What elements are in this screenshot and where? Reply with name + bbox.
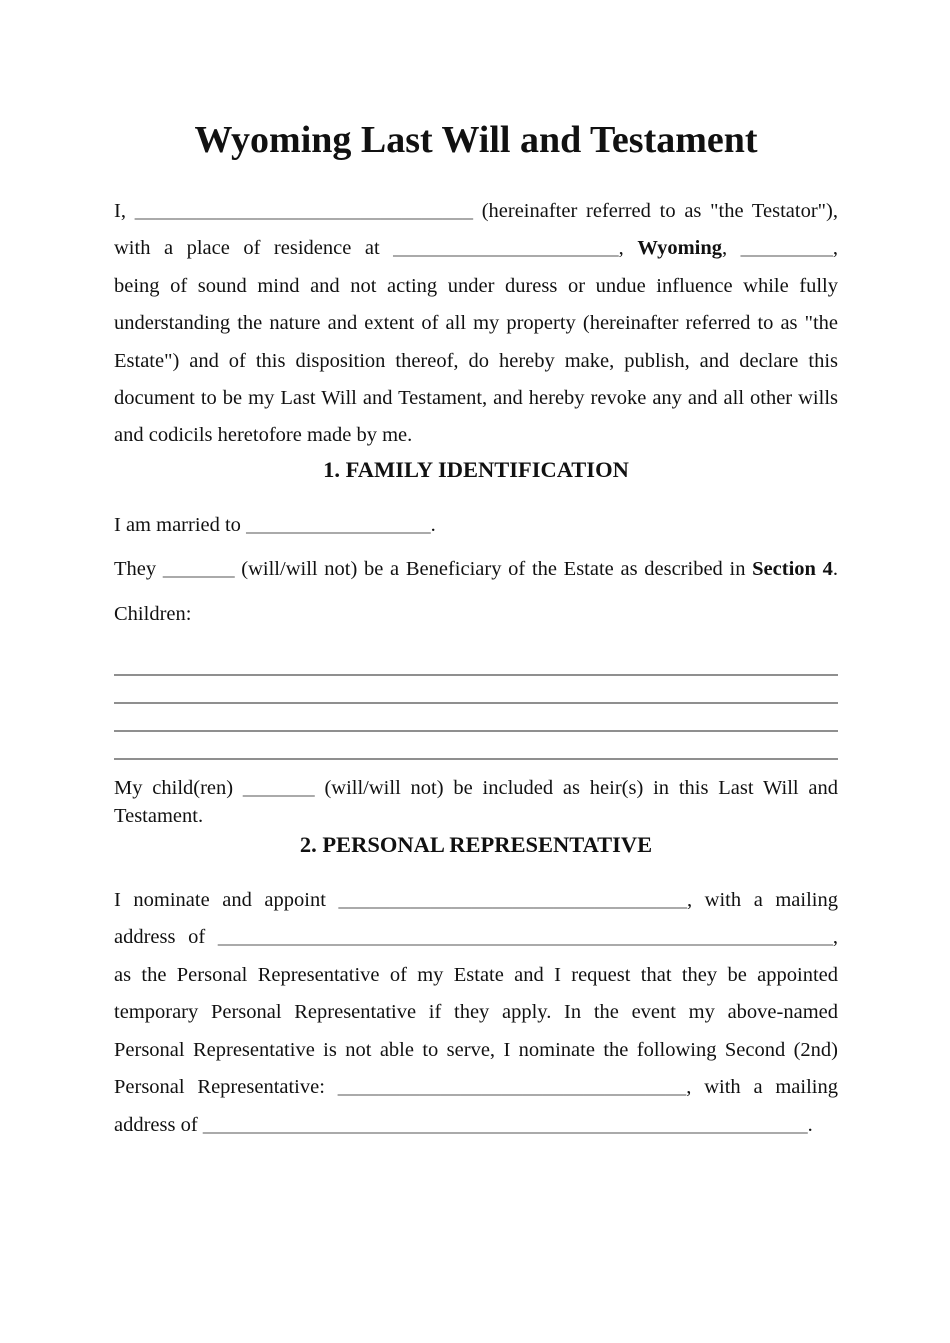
text-run: , with a mailing bbox=[686, 1076, 838, 1099]
heirs-paragraph bbox=[114, 774, 838, 830]
second-representative-address-blank: ___________________________________________________________ bbox=[202, 1113, 808, 1136]
rep-line-5: Personal Representative is not able to serve, I nominate the following Second (2nd) bbox=[114, 1038, 838, 1061]
text-run: (hereinafter referred to as "the Testator"), bbox=[472, 200, 838, 222]
representative-address-blank: ____________________________________________________________ bbox=[217, 926, 833, 949]
opening-line-7: and codicils heretofore made by me. bbox=[114, 424, 413, 447]
text-run: . bbox=[430, 513, 436, 536]
testator-name-blank: _________________________________ bbox=[134, 200, 473, 222]
spouse-name-blank: __________________ bbox=[246, 513, 431, 536]
state-name: Wyoming bbox=[637, 237, 722, 260]
section-2-heading: 2. PERSONAL REPRESENTATIVE bbox=[299, 832, 653, 858]
text-run: address of bbox=[114, 926, 218, 949]
heirs-will-will-not-blank: _______ bbox=[242, 777, 315, 800]
representative-name-blank: __________________________________ bbox=[338, 889, 687, 912]
children-blank-line-4 bbox=[114, 732, 838, 760]
children-blank-line-2 bbox=[114, 676, 838, 704]
second-representative-name-blank: __________________________________ bbox=[337, 1076, 687, 1099]
heirs-line-2: Testament. bbox=[114, 805, 204, 828]
personal-representative-paragraph bbox=[114, 882, 838, 1144]
opening-line-3: being of sound mind and not acting under duress or undue influence while fully bbox=[114, 274, 838, 297]
will-will-not-blank: _______ bbox=[162, 558, 235, 581]
rep-line-3: as the Personal Representative of my Estate and I request that they be appointed bbox=[114, 963, 838, 986]
rep-line-2 bbox=[114, 919, 838, 956]
opening-line-6: document to be my Last Will and Testament, and hereby revoke any and all other wills bbox=[114, 387, 838, 410]
rep-line-4: temporary Personal Representative if they apply. In the event my above-named bbox=[114, 1001, 838, 1024]
opening-line-4: understanding the nature and extent of all my property (hereinafter referred to as "the bbox=[114, 312, 838, 335]
rep-line-7 bbox=[114, 1107, 838, 1144]
text-run: , with a mailing bbox=[686, 889, 838, 912]
children-label: Children: bbox=[114, 602, 192, 625]
residence-blank: ______________________ bbox=[393, 237, 619, 260]
opening-paragraph bbox=[114, 193, 838, 455]
opening-line-2 bbox=[114, 230, 838, 267]
text-run: . bbox=[832, 558, 839, 581]
children-blank-line-1 bbox=[114, 648, 838, 676]
text-run: Personal Representative: bbox=[114, 1076, 338, 1099]
text-run: with a place of residence at bbox=[114, 237, 394, 260]
text-run: , bbox=[832, 237, 839, 260]
heirs-line-1 bbox=[114, 774, 838, 802]
opening-line-5: Estate") and of this disposition thereof, do hereby make, publish, and declare this bbox=[114, 349, 838, 372]
section-1-heading: 1. FAMILY IDENTIFICATION bbox=[323, 456, 629, 482]
married-to-line bbox=[114, 507, 838, 544]
text-run: (will/will not) be included as heir(s) in this Last Will and bbox=[314, 777, 839, 800]
text-run: . bbox=[807, 1113, 813, 1136]
text-run: I, bbox=[114, 200, 135, 222]
document-title: Wyoming Last Will and Testament bbox=[194, 119, 758, 161]
children-blank-lines bbox=[114, 648, 838, 760]
text-run: My child(ren) bbox=[114, 777, 243, 800]
spouse-beneficiary-line bbox=[114, 551, 838, 588]
text-run: , bbox=[832, 926, 838, 949]
text-run: (will/will not) be a Beneficiary of the Estate as described in bbox=[234, 558, 753, 581]
opening-line-1 bbox=[114, 193, 838, 230]
children-blank-line-3 bbox=[114, 704, 838, 732]
text-run: , bbox=[722, 237, 741, 260]
text-run: I am married to bbox=[114, 513, 247, 536]
zip-blank: _________ bbox=[740, 237, 833, 260]
rep-line-1 bbox=[114, 882, 838, 919]
text-run: address of bbox=[114, 1113, 203, 1136]
section-4-reference: Section 4 bbox=[752, 558, 833, 581]
text-run: I nominate and appoint bbox=[114, 889, 339, 912]
rep-line-6 bbox=[114, 1069, 838, 1106]
text-run: They bbox=[114, 558, 163, 581]
text-run: , bbox=[618, 237, 638, 260]
